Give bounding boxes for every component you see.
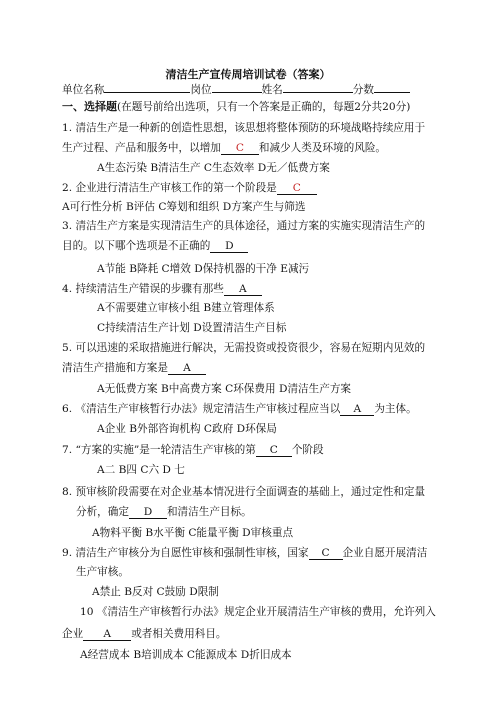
section-heading-line [62,100,410,114]
q2-line [62,181,317,195]
q5-options: A无低费方案 B中高费方案 C环保费用 D清洁生产方案 [97,383,352,395]
q9-stem-end: 企业自愿开展清洁 [342,547,428,559]
q2-options: A可行性分析 B评估 C筹划和组织 D方案产生与筛选 [62,201,306,213]
q7-options: A二 B四 C六 D 七 [97,464,185,476]
q10-answer: A [83,628,131,641]
q5-answer: A [168,362,206,375]
q6-stem-end: 为主体。 [374,403,417,415]
q7-stem-end: 个阶段 [291,444,324,456]
q6-line [62,402,417,416]
q8-line1: 8. 预审核阶段需要在对企业基本情况进行全面调查的基础上，通过定性和定量 [62,486,426,498]
unit-label: 单位名称 [62,84,105,96]
q9-answer: C [309,547,343,560]
name-label: 姓名 [261,84,283,96]
q4-answer: A [224,283,262,296]
q3-line1: 3. 清洁生产方案是实现清洁生产的具体途径，通过方案的实施实现清洁生产的 [62,220,426,232]
q10-line1: 10 《清洁生产审核暂行办法》规定企业开展清洁生产审核的费用，允许列入 [80,606,436,618]
section-heading: 一、选择题 [62,100,117,113]
score-label: 分数 [352,84,374,96]
q7-stem: 7. “方案的实施”是一轮清洁生产审核的第 [62,444,256,456]
q7-line [62,443,324,457]
post-blank [212,80,262,93]
q4-options-1: A不需要建立审核小组 B建立管理体系 [97,302,275,314]
q3-options: A节能 B降耗 C增效 D保持机器的干净 E减污 [97,263,310,275]
q1-options: A生态污染 B清洁生产 C生态效率 D无／低费方案 [97,162,330,174]
info-line [62,80,410,97]
page-title: 清洁生产宣传周培训试卷（答案） [165,68,331,81]
score-blank [374,80,410,93]
q3-answer: D [210,240,248,253]
q9-options: A禁止 B反对 C鼓励 D限制 [92,586,219,598]
q9-stem: 9. 清洁生产审核分为自愿性审核和强制性审核，国家 [62,547,309,559]
q8-answer: D [129,506,167,519]
q8-options: A物料平衡 B水平衡 C能量平衡 D审核重点 [92,527,294,539]
q5-line2 [62,361,206,375]
q1-stem: 生产过程、产品和服务中，以增加 [62,142,221,154]
q2-answer: C [277,182,317,195]
section-instruction: (在题号前给出选项，只有一个答案是正确的，每题2分共20分) [117,101,411,113]
q3-line2 [62,239,248,253]
q1-line2 [62,141,386,155]
q4-line [62,282,262,296]
q1-stem-end: 和减少人类及环境的风险。 [258,142,387,154]
q4-options-2: C持续清洁生产计划 D设置清洁生产目标 [97,322,287,334]
q10-stem-end: 或者相关费用科目。 [131,628,227,640]
q9-line2: 生产审核。 [76,566,129,578]
q5-line1: 5. 可以迅速的采取措施进行解决，无需投资或投资很少，容易在短期内见效的 [62,342,426,354]
q5-stem: 清洁生产措施和方案是 [62,362,168,374]
name-blank [283,80,353,93]
post-label: 岗位 [190,84,212,96]
q8-stem: 分析，确定 [76,506,129,518]
q2-stem: 2. 企业进行清洁生产审核工作的第一个阶段是 [62,182,277,194]
q7-answer: C [256,444,292,457]
q4-stem: 4. 持续清洁生产错误的步骤有那些 [62,283,224,295]
q6-answer: A [340,403,374,416]
unit-blank [104,80,190,93]
q9-line1 [62,546,427,560]
q1-answer: C [221,142,259,155]
q8-line2 [76,505,252,519]
q10-options: A经营成本 B培训成本 C能源成本 D折旧成本 [80,649,292,661]
q6-stem: 6. 《清洁生产审核暂行办法》规定清洁生产审核过程应当以 [62,403,341,415]
q1-line1: 1. 清洁生产是一种新的创造性思想，该思想将整体预防的环境战略持续应用于 [62,122,426,134]
q3-stem: 目的。以下哪个选项是不正确的 [62,240,211,252]
q6-options: A企业 B外部咨询机构 C政府 D环保局 [97,423,277,435]
q10-stem: 企业 [62,628,84,640]
q8-stem-end: 和清洁生产目标。 [166,506,252,518]
q10-line2 [62,627,227,641]
